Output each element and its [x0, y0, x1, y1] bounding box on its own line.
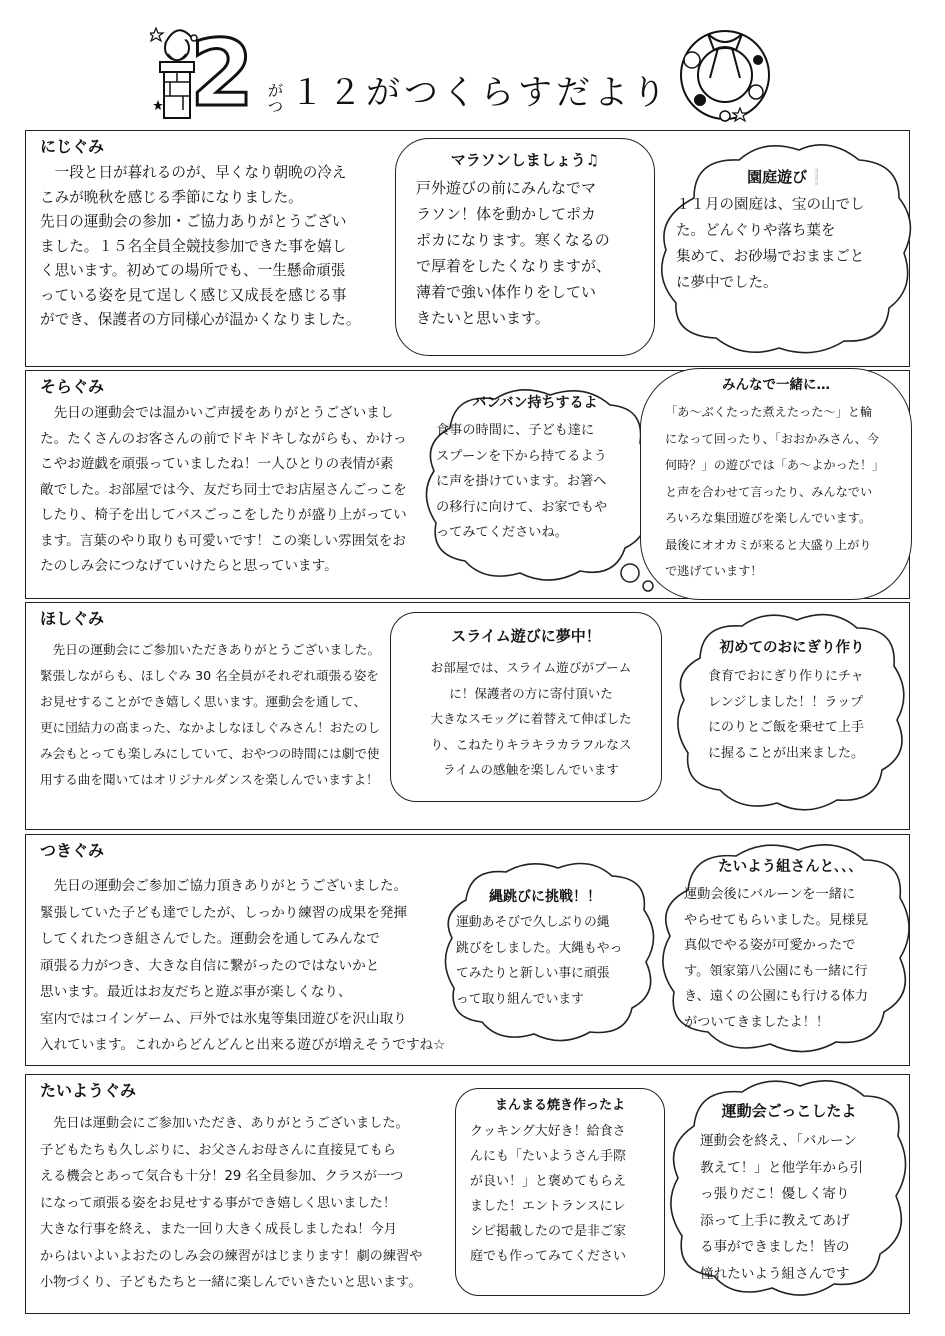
- bubble-title: スライム遊びに夢中！: [451, 627, 601, 645]
- bubble-text: 運動会を終え、「バルーン 教えて！」と他学年から引 っ張りだこ！優しく寄り 添って上手に教えてあげ る事ができました！皆の 憧れたいよう組さんです: [700, 1133, 864, 1282]
- bubble-title: みんなで一緒に…: [722, 377, 830, 393]
- month-number: 2: [190, 20, 255, 127]
- class-body-text: 先日の運動会にご参加いただきありがとうございました。 緊張しながらも、ほしぐみ 30 名全員がそれぞれ頑張る姿を お見せすることができ嬉しく思います。運動会を通して、 更に団結力の高まった、なかよしなほしぐみさん！おたのし み会もとっても楽しみにしていて、おやつの時間には劇で使 用する曲を聞いてはオリジナルダンスを楽しんでいますよ！: [40, 642, 381, 787]
- class-body-text: 先日は運動会にご参加いただき、ありがとうございました。 子どもたちも久しぶりに、お父さんお母さんに直接見てもら える機会とあって気合も十分！29 名全員参加、クラスが一つ になって頑張る姿をお見せする事ができ嬉しく思いました！ 大きな行事を終え、また一回り大きく成長しましたね！今月 からはいよいよおたのしみ会の練習がはじまります！劇の練習や 小物づくり、子どもたちと一緒に楽しんでいきたいと思います。: [40, 1116, 423, 1290]
- topic-bubble: [390, 612, 662, 802]
- christmas-wreath-illustration: [670, 20, 780, 125]
- page-title: １２がつくらすだより: [290, 73, 670, 113]
- bubble-title: 運動会ごっこしたよ: [721, 1102, 857, 1120]
- bubble-text: 食育でおにぎり作りにチャ レンジしました！！ラップ にのりとご飯を乗せて上手 に握ることが出来ました。: [708, 669, 865, 761]
- class-title: にじぐみ: [40, 137, 105, 156]
- class-body-text: 先日の運動会では温かいご声援をありがとうございまし た。たくさんのお客さんの前でドキドキしながらも、かけっ こやお遊戯を頑張っていましたね！一人ひとりの表情が素 敵でした。お部屋では今、友だち同士でお店屋さんごっこを したり、椅子を出してバスごっこをしたりが盛り上がってい ます。言葉のやり取りも可愛いです！この楽しい雰囲気をお たのしみ会につなげていけたらと思っています。: [40, 405, 407, 574]
- bubble-title: たいよう組さんと､､､: [718, 859, 856, 875]
- bubble-text: １１月の園庭は、宝の山でし た。どんぐりや落ち葉を 集めて、お砂場でおままごと に夢中でした。: [676, 197, 865, 291]
- class-title: そらぐみ: [40, 377, 105, 396]
- bubble-title: 初めてのおにぎり作り: [719, 640, 865, 656]
- class-title: ほしぐみ: [40, 609, 105, 628]
- topic-bubble: [640, 368, 912, 600]
- bubble-text: お部屋では、スライム遊びがブーム に！保護者の方に寄付頂いた 大きなスモッグに着替えて伸ばした り、こねたりキラキラカラフルなス ライムの感触を楽しんでいます: [430, 660, 632, 777]
- bubble-text: 「あ～ぶくたった煮えたった～」と輪 になって回ったり、「おおかみさん、今 何時？」の遊びでは「あ～よかった！」 と声を合わせて言ったり、みんなでい ろいろな集団遊びを楽しんでいます。 最後にオオカミが来ると大盛り上がり で逃げています！: [665, 405, 885, 578]
- bubble-title: バンバン持ちするよ: [472, 395, 598, 411]
- bubble-text: 食事の時間に、子ども達に スプーンを下から持てるよう に声を掛けています。お箸へ の移行に向けて、お家でもや ってみてくださいね。: [436, 423, 608, 540]
- bubble-title: まんまる焼き作ったよ: [494, 1098, 625, 1113]
- topic-bubble: [395, 138, 655, 356]
- page-header: [150, 20, 790, 125]
- class-title: つきぐみ: [40, 841, 105, 860]
- bubble-title: 縄跳びに挑戦！！: [489, 889, 601, 905]
- month-suffix: がつ: [265, 82, 284, 114]
- bubble-text: 運動あそびで久しぶりの縄 跳びをしました。大縄もやっ てみたりと新しい事に頑張 って取り組んでいます: [456, 915, 623, 1007]
- class-title: たいようぐみ: [40, 1081, 137, 1100]
- bubble-title: マラソンしましょう♫: [450, 151, 600, 169]
- class-body-text: 一段と日が暮れるのが、早くなり朝晩の冷え こみが晩秋を感じる季節になりました。 先日の運動会の参加・ご協力ありがとうござい ました。１５名全員全競技参加できた事を嬉し く思います。初めての場所でも、一生懸命頑張 っている姿を見て逞しく感じ又成長を感じる事 ができ、保護者の方同様心が温かくなりました。: [40, 164, 361, 328]
- class-body-text: 先日の運動会ご参加ご協力頂きありがとうございました。 緊張していた子ども達でしたが、しっかり練習の成果を発揮 してくれたつき組さんでした。運動会を通してみんなで 頑張る力がつき、大きな自信に繋がったのではないかと 思います。最近はお友だちと遊ぶ事が楽しくなり、 室内ではコインゲーム、戸外では氷鬼等集団遊びを沢山取り 入れています。これからどんどんと出来る遊びが増えそうですね☆: [40, 878, 446, 1053]
- bubble-text: クッキング大好き！給食さ んにも「たいようさん手際 が良い！」と褒めてもらえ ました！エントランスにレ シピ掲載したので是非ご家 庭でも作ってみてください: [470, 1124, 627, 1264]
- bubble-text: 運動会後にバルーンを一緒に やらせてもらいました。見様見 真似でやる姿が可愛かったで す。領家第八公園にも一緒に行 き、遠くの公園にも行ける体力 がついてきましたよ！！: [684, 887, 869, 1030]
- bubble-title: 園庭遊び❕: [747, 168, 826, 186]
- topic-bubble: [455, 1088, 665, 1296]
- bubble-text: 戸外遊びの前にみんなでマ ラソン！体を動かしてポカ ポカになります。寒くなるの で厚着をしたくなりますが、 薄着で強い体作りをしてい きたいと思います。: [416, 179, 612, 327]
